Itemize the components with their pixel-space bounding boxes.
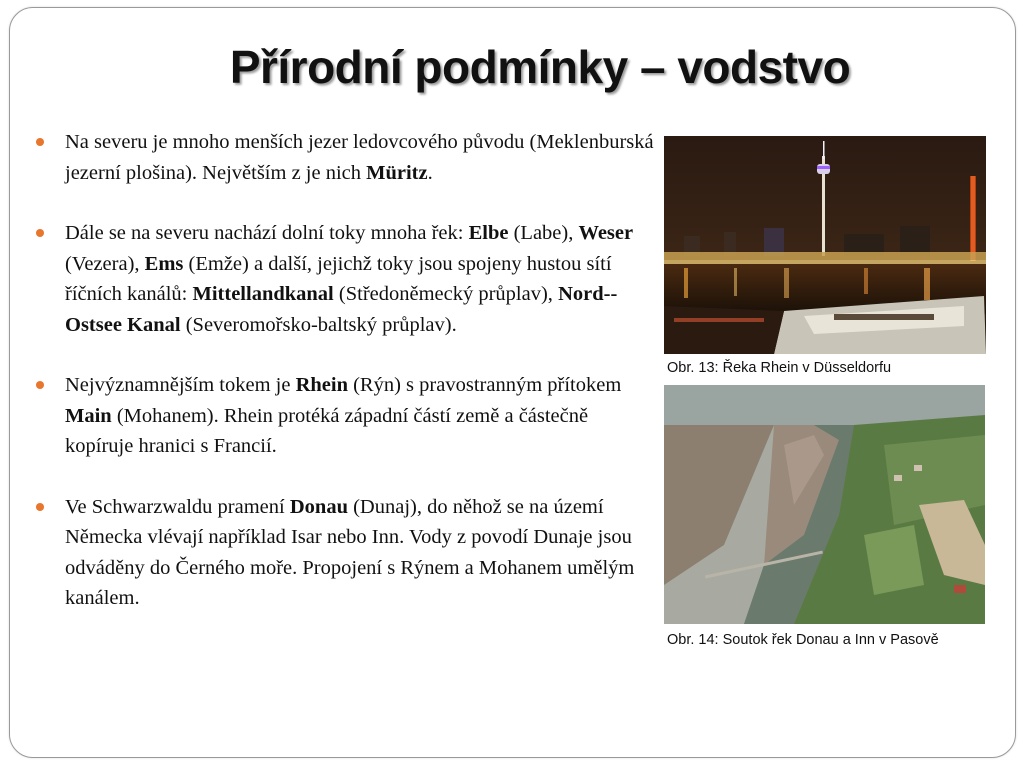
bold-term: Weser bbox=[578, 222, 634, 244]
bullet-text: (Dunaj), do něhož se na území Německa vlévají například Isar nebo Inn. Vody z povodí Dunaje jsou odváděny do Černého moře. Propojení s Rýnem a Mohanem umělým kanálem. bbox=[65, 495, 635, 609]
bullet-text: (Mohanem). Rhein protéká západní částí země a částečně kopíruje hranici s Francií. bbox=[65, 404, 589, 457]
bold-term: Müritz bbox=[366, 161, 428, 184]
night-city-image bbox=[664, 136, 986, 354]
aerial-river-image bbox=[664, 385, 985, 624]
slide-title: Přírodní podmínky – vodstvo bbox=[229, 41, 851, 93]
bullet-lakes bbox=[36, 127, 658, 188]
photo-rhein-duesseldorf bbox=[664, 136, 986, 354]
bullet-donau bbox=[36, 492, 658, 614]
bold-term: Main bbox=[65, 404, 112, 427]
bullet-northern-rivers bbox=[36, 218, 658, 340]
bold-term: Ems bbox=[144, 252, 184, 275]
bullet-text: Na severu je mnoho menších jezer ledovcového původu (Meklenburská jezerní plošina). Největším z je nich bbox=[65, 131, 654, 184]
bullet-text: (Emže) a další, jejichž toky jsou spojeny hustou sítí říčních kanálů: bbox=[65, 252, 612, 305]
bullet-text: (Středoněmecký průplav), bbox=[333, 283, 559, 305]
bold-term: Donau bbox=[289, 495, 348, 518]
figure-13-caption: Obr. 13: Řeka Rhein v Düsseldorfu bbox=[667, 360, 892, 376]
bold-term: Mittellandkanal bbox=[192, 283, 334, 305]
bullet-text: Nejvýznamnějším tokem je bbox=[65, 374, 296, 396]
bullet-list bbox=[36, 127, 658, 644]
bullet-text: (Labe), bbox=[508, 222, 579, 244]
bold-term: Rhein bbox=[295, 374, 348, 396]
bullet-text: Dále se na severu nachází dolní toky mnoha řek: bbox=[65, 222, 469, 244]
bullet-text: (Vezera), bbox=[65, 252, 145, 275]
bullet-text: (Rýn) s pravostranným přítokem bbox=[347, 374, 622, 396]
photo-donau-inn-passau bbox=[664, 385, 985, 624]
figure-14-caption: Obr. 14: Soutok řek Donau a Inn v Pasově bbox=[667, 632, 939, 648]
bullet-rhein bbox=[36, 370, 658, 462]
bold-term: Nord-Ostsee Kanal bbox=[65, 283, 618, 336]
bullet-text: Ve Schwarzwaldu pramení bbox=[65, 495, 290, 518]
bullet-text: . bbox=[427, 161, 433, 184]
bold-term: Elbe bbox=[468, 222, 509, 244]
bullet-text: (Severomořsko-baltský průplav). bbox=[180, 313, 457, 336]
